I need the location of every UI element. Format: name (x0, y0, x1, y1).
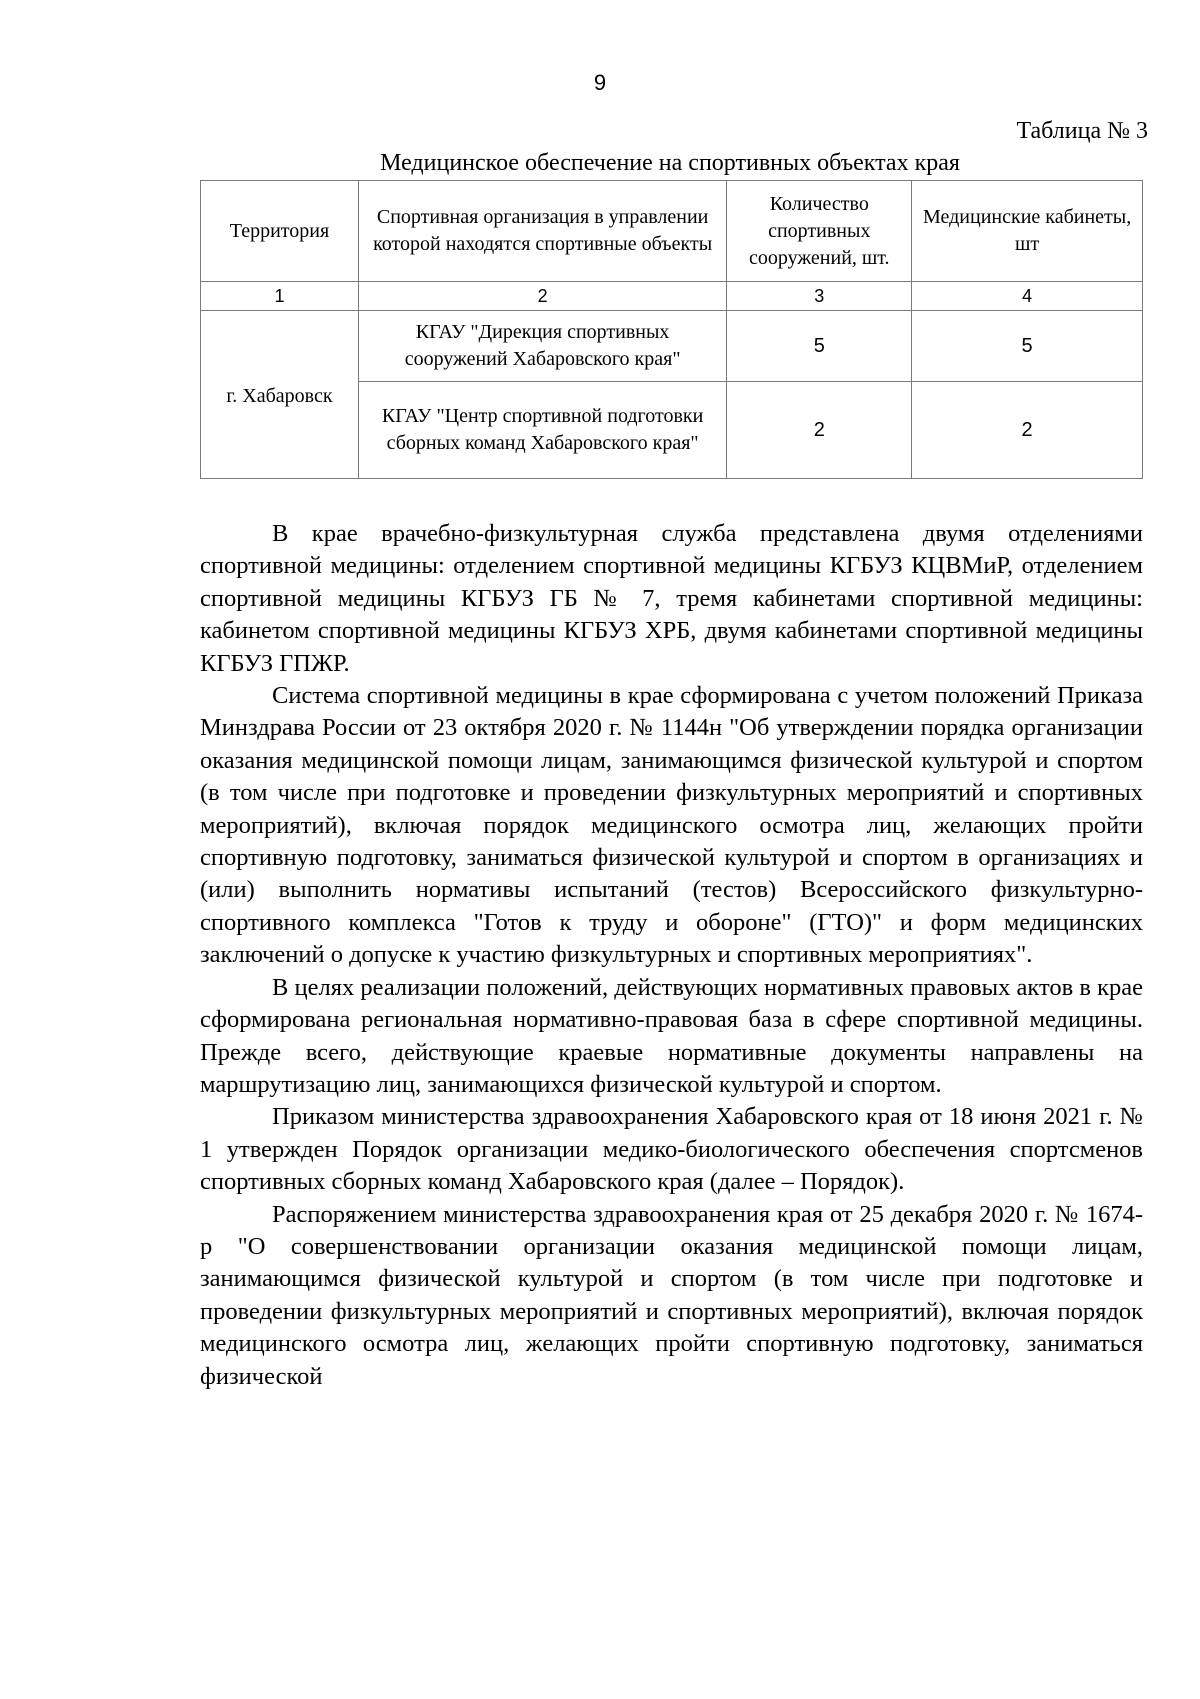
organization-cell: КГАУ "Центр спортивной подготовки сборных команд Хабаровского края" (358, 382, 726, 479)
column-number: 4 (912, 282, 1143, 311)
header-territory: Территория (201, 181, 359, 282)
territory-cell: г. Хабаровск (201, 311, 359, 479)
column-number: 2 (358, 282, 726, 311)
organization-cell: КГАУ "Дирекция спортивных сооружений Хабаровского края" (358, 311, 726, 382)
header-facilities-count: Количество спортивных сооружений, шт. (727, 181, 912, 282)
header-medical-cabinets: Медицинские кабинеты, шт (912, 181, 1143, 282)
medical-support-table (200, 180, 1143, 479)
paragraph: В целях реализации положений, действующих нормативных правовых актов в крае сформирована региональная нормативно-правовая база в сфере спортивной медицины. Прежде всего, действующие краевые нормативные документы направлены на маршрутизацию лиц, занимающихся физической культурой и спортом. (200, 973, 1143, 1098)
table-caption: Медицинское обеспечение на спортивных объектах края (380, 150, 960, 176)
paragraph: Приказом министерства здравоохранения Хабаровского края от 18 июня 2021 г. № 1 утвержден Порядок организации медико-биологического обеспечения спортсменов спортивных сборных команд Хабаровского края (далее – Порядок). (200, 1103, 1143, 1196)
facilities-count-cell: 5 (727, 311, 912, 382)
page-number: 9 (593, 70, 607, 95)
facilities-count-cell: 2 (727, 382, 912, 479)
body-text (200, 518, 1143, 1393)
paragraph: Система спортивной медицины в крае сформирована с учетом положений Приказа Минздрава России от 23 октября 2020 г. № 1144н "Об утверждении порядка организации оказания медицинской помощи лицам, занимающимся физической культурой и спортом (в том числе при подготовке и проведении физкультурных мероприятий и спортивных мероприятий), включая порядок медицинского осмотра лиц, желающих пройти спортивную подготовку, заниматься физической культурой и спортом в организациях и (или) выполнить нормативы испытаний (тестов) Всероссийского физкультурно-спортивного комплекса "Готов к труду и обороне" (ГТО)" и форм медицинских заключений о допуске к участию физкультурных и спортивных мероприятиях". (200, 682, 1143, 969)
paragraph: Распоряжением министерства здравоохранения края от 25 декабря 2020 г. № 1674-р "О совершенствовании организации оказания медицинской помощи лицам, занимающимся физической культурой и спортом (в том числе при подготовке и проведении физкультурных мероприятий и спортивных мероприятий), включая порядок медицинского осмотра лиц, желающих пройти спортивную подготовку, заниматься физической (200, 1200, 1143, 1390)
medical-cabinets-cell: 5 (912, 311, 1143, 382)
medical-cabinets-cell: 2 (912, 382, 1143, 479)
table-header-row (201, 181, 1143, 282)
column-number: 1 (201, 282, 359, 311)
paragraph: В крае врачебно-физкультурная служба представлена двумя отделениями спортивной медицины: отделением спортивной медицины КГБУЗ КЦВМиР, отделением спортивной медицины КГБУЗ ГБ № 7, тремя кабинетами спортивной медицины: кабинетом спортивной медицины КГБУЗ ХРБ, двумя кабинетами спортивной медицины КГБУЗ ГПЖР. (200, 520, 1143, 677)
table-label: Таблица № 3 (1016, 118, 1148, 144)
column-number: 3 (727, 282, 912, 311)
column-number-row (201, 282, 1143, 311)
table-row (201, 311, 1143, 382)
header-organization: Спортивная организация в управлении которой находятся спортивные объекты (358, 181, 726, 282)
